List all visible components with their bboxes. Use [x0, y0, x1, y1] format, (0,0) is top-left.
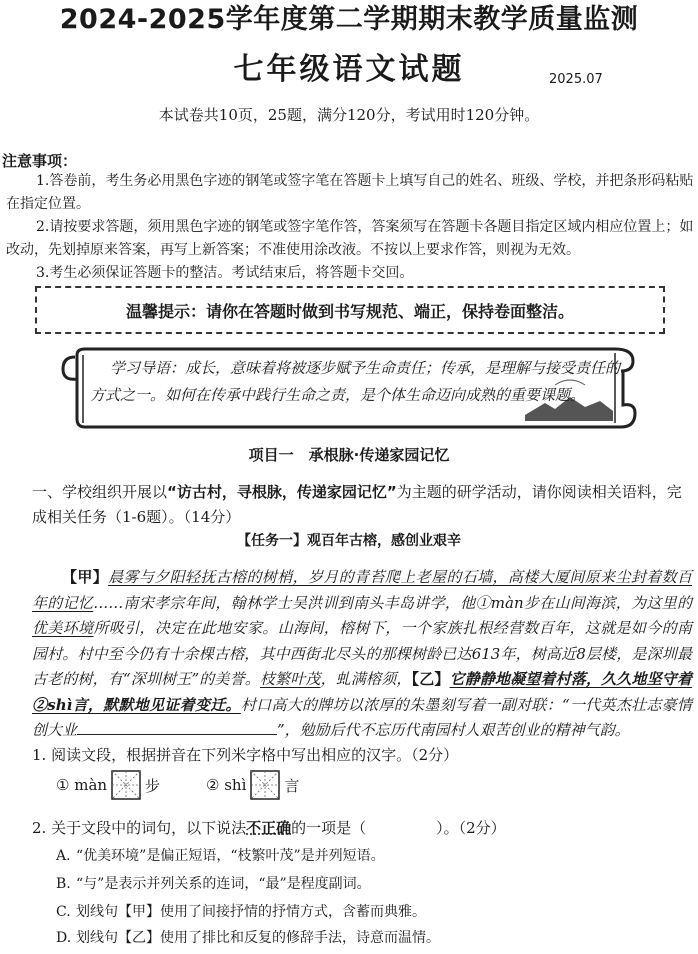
question-1-stem: 1. 阅读文段，根据拼音在下列米字格中写出相应的汉字。（2分）: [32, 746, 459, 764]
tip-text: 温馨提示：请你在答题时做到书写规范、端正，保持卷面整洁。: [125, 301, 574, 321]
option-a[interactable]: [56, 846, 385, 866]
option-letter: D.: [56, 930, 72, 946]
underlined-phrase-leaves: 枝繁叶茂: [259, 670, 321, 688]
intro-theme: “访古村，寻根脉，传递家园记忆”: [167, 483, 397, 501]
q2-stem-end: ）。（2分）: [436, 819, 506, 837]
couplet-blank[interactable]: [77, 718, 277, 735]
notice-heading: 注意事项：: [2, 152, 78, 170]
passage-text-4: 村口高大的牌坊以浓厚的朱墨刻写着一副对联：“一代英杰壮志豪情创大业: [32, 695, 693, 739]
intro-prefix: 一、学校组织开展以: [32, 483, 168, 501]
pinyin-suffix-b: 言: [284, 776, 300, 795]
underlined-sentence-a: 晨雾与夕阳轻抚古榕的树梢，岁月的青苔爬上老屋的石墙，高楼大厦间原来尘封着数百年的记忆: [32, 568, 692, 612]
project-title: 项目一 承根脉·传递家园记忆: [248, 446, 450, 464]
option-d[interactable]: [56, 928, 440, 948]
subject-title: 七年级语文试题: [233, 52, 465, 87]
mi-grid-box-a[interactable]: [111, 770, 141, 800]
option-b[interactable]: [56, 874, 371, 894]
option-c[interactable]: [56, 902, 426, 922]
reading-passage: [32, 565, 692, 744]
underlined-phrase-environment: 优美环境: [32, 619, 94, 637]
pinyin-item-b: [206, 768, 299, 802]
notice-item-3: 3.考生必须保证答题卡的整洁。考试结束后，将答题卡交回。: [36, 265, 414, 281]
pinyin-label-a: ① màn: [56, 776, 108, 794]
passage-text-3: ，虬满榕须，: [320, 670, 412, 688]
option-text: “优美环境”是偏正短语，“枝繁叶茂”是并列短语。: [76, 848, 385, 864]
passage-text-1: ……南宋孝宗年间，翰林学士吴洪训到南头丰岛讲学，他①màn步在山间海滨，为这里的: [93, 593, 692, 612]
notice-item-2: 2.请按要求答题，须用黑色字迹的钢笔或签字笔作答，答案须写在答题卡各题目指定区域内相应位置上；如改动，先划掉原来答案，再写上新答案；不准使用涂改液。不按以上要求作答，则视为无效。: [6, 219, 694, 258]
section-intro: [32, 480, 692, 530]
question-2-stem: [32, 818, 506, 838]
passage-text-2: 所吸引，决定在此地安家。山海间，榕树下，一个家族扎根经营数百年，这就是如今的南园村。村中至今仍有十余棵古榕，其中西街北尽头的那棵树龄已达613年，树高近8层楼，是深圳最古老的树，有“深圳树王”的美誉。: [32, 619, 692, 688]
pinyin-item-a: [56, 768, 160, 802]
passage-text-5: ”，勉励后代不忘历代南园村人艰苦创业的精神气韵。: [277, 721, 630, 739]
option-text: 划线句【甲】使用了间接抒情的抒情方式，含蓄而典雅。: [76, 904, 426, 920]
intro-suffix: 为主题的研学活动，请你阅读相关语料，完成相关任务（1-6题）。（14分）: [32, 483, 682, 526]
exam-summary: 本试卷共10页，25题，满分120分，考试用时120分钟。: [158, 106, 540, 124]
option-text: “与”是表示并列关系的连词，“最”是程度副词。: [76, 876, 371, 892]
pinyin-suffix-a: 步: [145, 776, 161, 795]
mi-grid-box-b[interactable]: [250, 770, 280, 800]
learning-guide: 学习导语：成长，意味着将被逐步赋予生命责任；传承，是理解与接受责任的方式之一。如何在传承中践行生命之责，是个体生命迈向成熟的重要课题。: [90, 359, 621, 404]
exam-date: 2025.07: [549, 72, 603, 87]
pinyin-label-b: ② shì: [206, 776, 247, 794]
task-title: 【任务一】观百年古榕，感创业艰辛: [237, 533, 461, 549]
q2-stem-prefix: 2. 关于文段中的词句，以下说法: [32, 819, 247, 837]
option-letter: B.: [56, 876, 71, 892]
exam-title: 2024-2025学年度第二学期期末教学质量监测: [59, 4, 639, 35]
marker-b: 【乙】: [411, 670, 450, 688]
tip-box: [35, 286, 665, 334]
q2-stem-suffix: 的一项是（: [291, 819, 367, 837]
underlined-sentence-b: 它静静地凝望着村落，久久地坚守着②shì言，默默地见证着变迁。: [32, 670, 692, 714]
marker-a: 【甲】: [62, 568, 109, 586]
option-letter: C.: [56, 904, 71, 920]
option-letter: A.: [56, 848, 71, 864]
option-text: 划线句【乙】使用了排比和反复的修辞手法，诗意而温情。: [76, 930, 440, 946]
q2-stem-emphasis: 不正确: [246, 819, 292, 837]
notice-item-1: 1.答卷前，考生务必用黑色字迹的钢笔或签字笔在答题卡上填写自己的姓名、班级、学校，并把条形码粘贴在指定位置。: [6, 173, 694, 212]
